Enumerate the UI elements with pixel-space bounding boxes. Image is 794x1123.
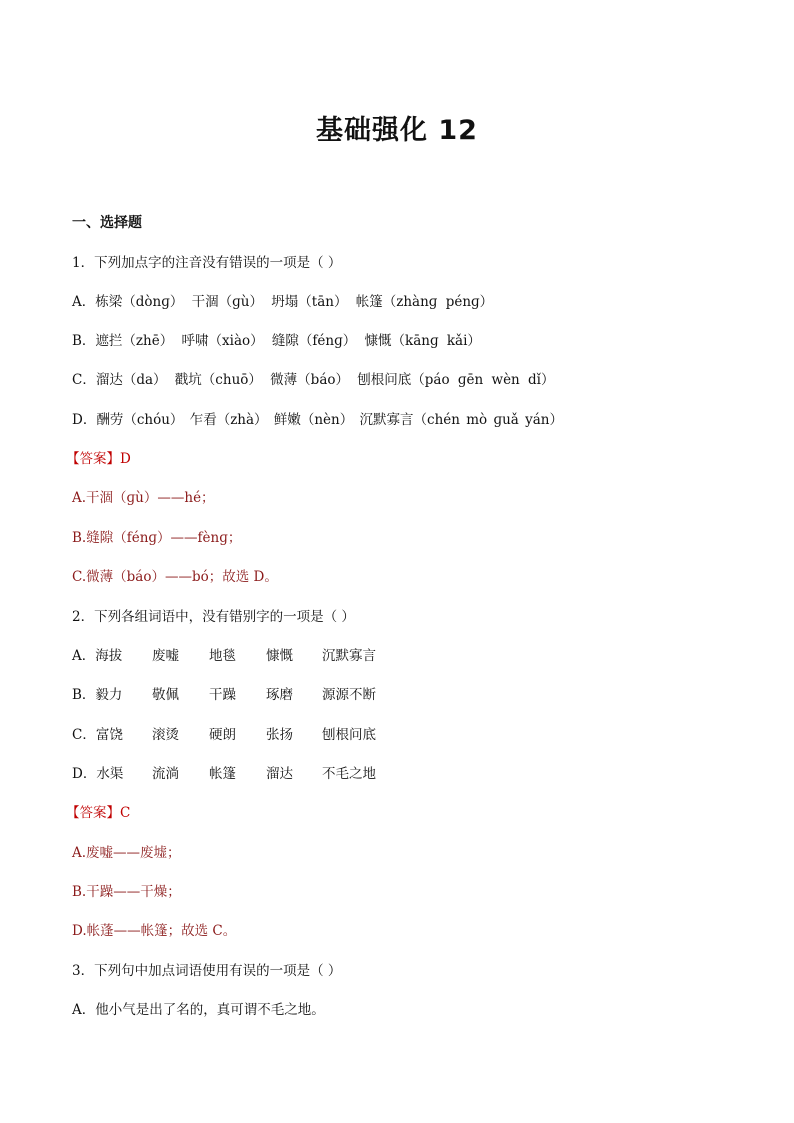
q2-c-word: C．富饶 [72,727,123,743]
q1-stem: 1．下列加点字的注音没有错误的一项是（ ） [72,255,342,271]
q2-option-c [72,726,376,744]
q2-b-word: B．毅力 [72,687,123,703]
q2-a-word: 沉默寡言 [322,648,376,664]
q2-d-word: D．水渠 [72,766,124,782]
q3-option-a: A．他小气是出了名的，真可谓不毛之地。 [72,1002,325,1018]
section-heading: 一、选择题 [72,215,142,231]
q1-explain-b: B.缝隙（fénɡ）——fènɡ； [72,530,242,546]
q3-stem: 3．下列句中加点词语使用有误的一项是（ ） [72,963,342,979]
q1-answer: 【答案】D [66,451,131,467]
q1-option-d: D．酬劳（chóu） 乍看（zhà） 鲜嫩（nèn） 沉默寡言（chén mò ɡuǎ yán） [72,412,564,428]
page-title: 基础强化 12 [316,115,478,146]
q2-a-word: 废嘘 [152,648,179,664]
q2-a-word: 慷慨 [266,648,293,664]
q2-d-word: 溜达 [266,766,293,782]
q1-option-b: B．遮拦（zhē） 呼啸（xiào） 缝隙（fénɡ） 慷慨（kānɡ kǎi） [72,333,481,349]
q2-c-word: 刨根问底 [322,727,376,743]
q2-b-word: 琢磨 [266,687,293,703]
q2-b-word: 干躁 [209,687,236,703]
q2-stem: 2．下列各组词语中，没有错别字的一项是（ ） [72,609,355,625]
q2-c-word: 硬朗 [209,727,236,743]
q1-option-c: C．溜达（da） 戳坑（chuō） 微薄（báo） 刨根问底（páo ɡēn wèn dǐ） [72,372,555,388]
q2-d-word: 不毛之地 [322,766,376,782]
q1-explain-c: C.微薄（báo）——bó；故选 D。 [72,569,278,585]
q2-a-word: A．海拔 [72,648,123,664]
q1-option-a: A．栋梁（dònɡ） 干涸（ɡù） 坍塌（tān） 帐篷（zhànɡ pénɡ） [72,294,494,310]
q2-b-word: 敬佩 [152,687,179,703]
q2-c-word: 滚烫 [152,727,179,743]
q2-option-d [72,765,376,783]
q2-answer: 【答案】C [66,805,131,821]
q2-explain-a: A.废嘘——废墟； [72,845,181,861]
q2-b-word: 源源不断 [322,687,376,703]
q2-a-word: 地毯 [209,648,236,664]
q1-explain-a: A.干涸（ɡù）——hé； [72,490,215,506]
q2-option-a [72,647,376,665]
q2-d-word: 帐篷 [209,766,236,782]
q2-c-word: 张扬 [266,727,293,743]
q2-explain-b: B.干躁——干燥； [72,884,181,900]
q2-d-word: 流淌 [152,766,179,782]
q2-option-b [72,686,376,704]
q2-explain-d: D.帐蓬——帐篷；故选 C。 [72,923,237,939]
